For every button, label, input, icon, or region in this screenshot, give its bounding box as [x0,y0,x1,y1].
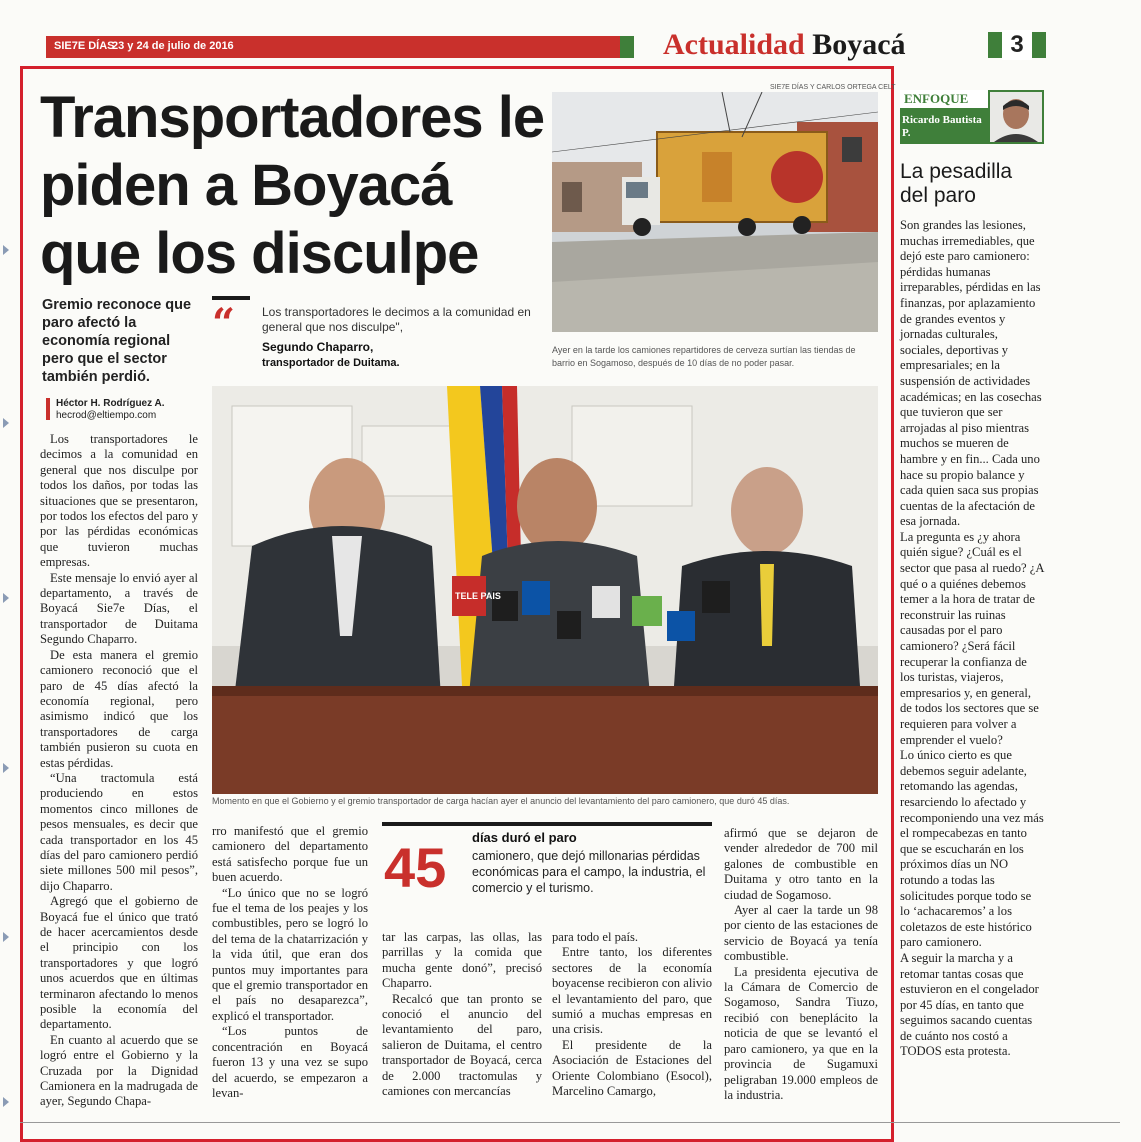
paragraph: Lo único cierto es que debemos seguir adelante, retomando las agendas, resarciendo lo afectado y recomponiendo una vez más el rompecabezas en tanto que se escucharán en los próximos días un NO rotundo a todas las solicitudes porque todo se lo ‘achacaremos’ a los coletazos de este histórico paro camionero. [900,748,1044,950]
column-title: La pesadilla del paro [900,160,1013,207]
paragraph: Recalcó que tan pronto se conoció el anuncio del levantamiento del paro, salieron de Duitama, el centro transportador de Boyacá, cerca de 2.000 tractomulas y camiones con mercancías [382,991,542,1099]
paragraph: Los transportadores le decimos a la comunidad en general que nos disculpe por todos los daños, por todas las situaciones que se presentaron, por todos los efectos del paro y por las pérdidas económicas que tuvieron muchas empresas. [40,432,198,570]
margin-arrow-icon [3,593,9,603]
tele-pais-sign: TELE PAIS [455,591,501,601]
truck-photo-caption: Ayer en la tarde los camiones repartidores de cerveza surtían las tiendas de barrio en Sogamoso, después de 10 días de no poder pasar. [552,345,856,368]
photo-credit: SIE7E DÍAS Y CARLOS ORTEGA CELT [770,84,896,91]
byline-accent [46,398,50,420]
stat-text: camionero, que dejó millonarias pérdidas económicas para el campo, la industria, el comercio y el turismo. [472,849,706,895]
paragraph: Este mensaje lo envió ayer al departamento, a través de Boyacá Sie7e Días, el transportador de Duitama Segundo Chaparro. [40,570,198,647]
article-column-2 [212,824,368,1101]
publication-name: SIE7E DÍAS [54,40,115,52]
paragraph: “Los puntos de concentración en Boyacá fueron 13 y una vez se supo del acuerdo, se empezaron a levan- [212,1024,368,1100]
section-title [663,28,906,62]
pull-quote-author: Segundo Chaparro, [262,340,374,354]
paragraph: El presidente de la Asociación de Estaciones del Oriente Colombiano (Esocol), Marcelino Camargo, [552,1037,712,1099]
press-conference-photo [212,386,878,794]
paragraph: Ayer al caer la tarde un 98 por ciento de las estaciones de servicio de Boyacá ya tenía combustible. [724,903,878,964]
article-column-3 [382,930,542,1099]
article-column-1 [40,432,198,1110]
paragraph: Son grandes las lesiones, muchas irremediables, que dejó este paro camionero: pérdidas humanas irreparables, pérdidas en las finanzas, por aplazamiento de grandes eventos y jornadas culturales, sociales, deportivas y empresariales; en la suspensión de actividades académicas; en las cosechas que tuvieron que ser arrojadas al piso mientras muchos se mueren de hambre y en fin... Cada uno hace su propio balance y cada quien saca sus propias cuentas de la afectación de esa jornada. [900,218,1042,529]
section-title-part1: Actualidad [663,28,805,61]
paragraph: A seguir la marcha y a retomar tantas cosas que estuvieron en el congelador por 45 días, en tanto que seguimos sacando cuentas de cuánto nos costó a TODOS esta protesta. [900,950,1039,1059]
paragraph: La presidenta ejecutiva de la Cámara de Comercio de Sogamoso, Sandra Tiuzo, recibió con beneplácito la noticia de que se levantó el paro camionero, ya que en la provincia de Sugamuxi peligraban 19.000 empleos de la industria. [724,964,878,1102]
margin-arrow-icon [3,932,9,942]
column-body [900,218,1044,1060]
margin-arrow-icon [3,418,9,428]
paragraph: “Lo único que no se logró fue el tema de los peajes y los combustibles, pero se logró lo del tema de la chatarrización y la vida útil, que eran dos puntos muy importantes para que el gremio transportador en el país no desaparezca”, explicó el transportador. [212,885,368,1023]
section-title-part2: Boyacá [812,28,906,61]
paragraph: “Una tractomula está produciendo en estos momentos cinco millones de pesos mensuales, es decir que cada transportador en los 45 días del paro camionero perdió siete millones 500 mil pesos”, dijo Chaparro. [40,770,198,893]
paragraph: tar las carpas, las ollas, las parrillas y la comida que mucha gente donó”, precisó Chaparro. [382,930,542,991]
paragraph: Agregó que el gobierno de Boyacá fue el único que trató de hacer acercamientos desde el principio con los transportadores y que logró unos acuerdos que en últimas terminaron afectando lo menos posible la economía del departamento. [40,894,198,1032]
paragraph: Entre tanto, los diferentes sectores de la economía boyacense recibieron con alivio el levantamiento del paro, que sumió a muchas empresas en una crisis. [552,945,712,1037]
page-number: 3 [1002,30,1032,60]
stat-label: días duró el paro [472,830,577,845]
columnist-avatar [990,92,1042,142]
pull-quote-role: transportador de Duitama. [262,357,400,369]
header-green-accent [620,36,634,58]
article-column-4 [552,930,712,1099]
margin-arrow-icon [3,1097,9,1107]
stat-number: 45 [384,836,447,899]
stat-rule [382,822,712,826]
paragraph: De esta manera el gremio camionero reconoció que el paro de 45 días afectó la economía regional, pero asimismo indicó que los transportadores de carga también pusieron su cuota en estas pérdidas. [40,647,198,770]
paragraph: En cuanto al acuerdo que se logró entre el Gobierno y la Cruzada por la Dignidad Camionera en la madrugada de ayer, Segundo Chapa- [40,1032,198,1109]
pull-quote-text: Los transportadores le decimos a la comunidad en general que nos disculpe", [262,305,531,334]
article-headline: Transportadores le piden a Boyacá que los disculpe [40,85,545,286]
paragraph: afirmó que se dejaron de vender alrededor de 700 mil galones de combustible en Duitama y otro tanto en la ciudad de Sogamoso. [724,826,878,902]
margin-arrow-icon [3,245,9,255]
paragraph: rro manifestó que el gremio camionero del departamento está satisfecho porque fue un buen acuerdo. [212,824,368,885]
columnist-name: Ricardo Bautista P. [902,114,982,139]
publication-date: 23 y 24 de julio de 2016 [112,40,234,52]
margin-arrow-icon [3,763,9,773]
enfoque-label: ENFOQUE [900,90,988,108]
truck-photo [552,92,878,332]
article-column-5 [724,826,878,1103]
paragraph: para todo el país. [552,930,639,944]
press-conference-caption: Momento en que el Gobierno y el gremio transportador de carga hacían ayer el anuncio del levantamiento del paro camionero, que duró 45 días. [212,796,790,806]
article-deck: Gremio reconoce que paro afectó la economía regional pero que el sector también perdió. [42,297,192,385]
bottom-rule [20,1122,1120,1123]
paragraph: La pregunta es ¿y ahora quién sigue? ¿Cuál es el sector que pasa al ruedo? ¿A qué o a quiénes debemos temer a la hora de tratar de reconstruir las ruinas causadas por el paro camionero? ¿Será fácil recuperar la confianza de los turistas, viajeros, empresarios y, en general, de todos los sectores que se requieren para volver a emprender el vuelo? [900,529,1044,747]
author-email: hecrod@eltiempo.com [56,410,157,421]
quote-mark-icon: “ [212,300,236,347]
author-name: Héctor H. Rodríguez A. [56,398,165,409]
